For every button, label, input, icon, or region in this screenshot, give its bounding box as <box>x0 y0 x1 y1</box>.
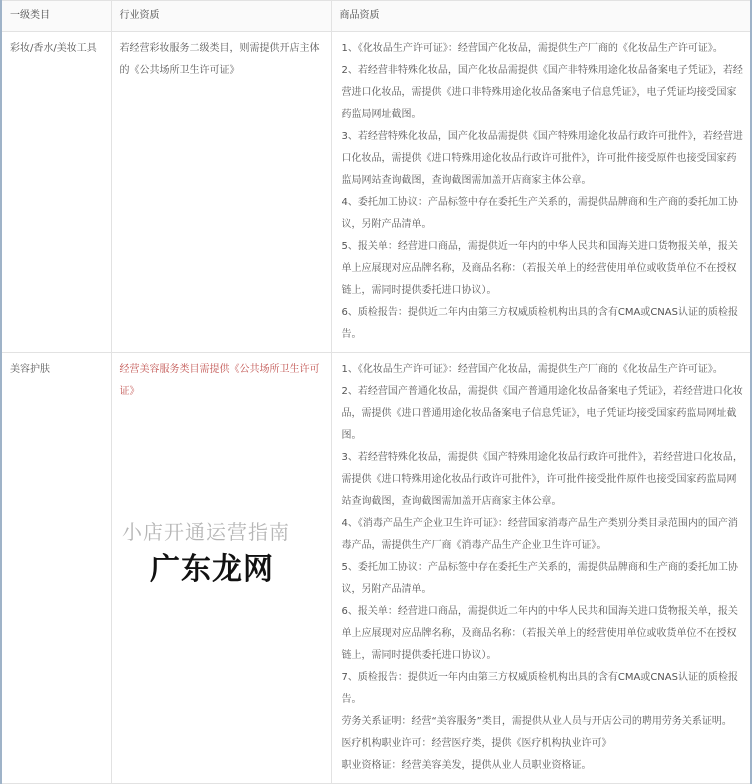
product-cell <box>331 32 751 353</box>
table-header-row <box>1 1 751 32</box>
qualification-item: 2、若经营非特殊化妆品，国产化妆品需提供《国产非特殊用途化妆品备案电子凭证》，若经营进口化妆品，需提供《进口非特殊用途化妆品备案电子信息凭证》，电子凭证均接受国家药监局网址截图。 <box>341 65 743 120</box>
industry-cell: 若经营彩妆服务二级类目，则需提供开店主体的《公共场所卫生许可证》 <box>111 32 331 353</box>
industry-cell: 经营美容服务类目需提供《公共场所卫生许可证》 <box>111 353 331 784</box>
product-cell <box>331 353 751 784</box>
watermark-text: 小店开通运营指南 <box>122 520 290 544</box>
watermark-logo: 广东龙网 <box>150 552 274 587</box>
qualification-item: 3、若经营特殊化妆品，需提供《国产特殊用途化妆品行政许可批件》，若经营进口化妆品，需提供《进口特殊用途化妆品行政许可批件》，许可批件接受批件原件也接受国家药监局网站查询截图，查询截图需加盖开店商家主体公章。 <box>341 452 743 507</box>
qualification-item: 5、报关单：经营进口商品，需提供近一年内的中华人民共和国海关进口货物报关单，报关单上应展现对应品牌名称，及商品名称：（若报关单上的经营使用单位或收货单位不在授权链上，需同时提供委托进口协议）。 <box>341 241 738 296</box>
qualification-item: 医疗机构职业许可：经营医疗类，提供《医疗机构执业许可》 <box>341 738 612 749</box>
category-cell: 彩妆/香水/美妆工具 <box>1 32 111 353</box>
qualification-item: 4、《消毒产品生产企业卫生许可证》：经营国家消毒产品生产类别分类目录范围内的国产消毒产品，需提供生产厂商《消毒产品生产企业卫生许可证》。 <box>341 518 738 551</box>
qualification-item: 4、委托加工协议：产品标签中存在委托生产关系的，需提供品牌商和生产商的委托加工协议，另附产品清单。 <box>341 197 738 230</box>
qualification-item: 劳务关系证明：经营“美容服务”类目，需提供从业人员与开店公司的聘用劳务关系证明。 <box>341 716 732 727</box>
qualification-item: 3、若经营特殊化妆品，国产化妆品需提供《国产特殊用途化妆品行政许可批件》，若经营进口化妆品，需提供《进口特殊用途化妆品行政许可批件》，许可批件接受原件也接受国家药监局网站查询截图，查询截图需加盖开店商家主体公章。 <box>341 131 743 186</box>
category-cell: 美容护肤 <box>1 353 111 784</box>
table-row <box>1 32 751 353</box>
qualification-item: 职业资格证：经营美容美发，提供从业人员职业资格证。 <box>341 760 592 771</box>
header-product-qualification: 商品资质 <box>331 1 751 32</box>
qualification-item: 5、委托加工协议：产品标签中存在委托生产关系的，需提供品牌商和生产商的委托加工协议，另附产品清单。 <box>341 562 738 595</box>
header-industry-qualification: 行业资质 <box>111 1 331 32</box>
qualification-item: 6、报关单：经营进口商品，需提供近二年内的中华人民共和国海关进口货物报关单，报关单上应展现对应品牌名称，及商品名称：（若报关单上的经营使用单位或收货单位不在授权链上，需同时提供委托进口协议）。 <box>341 606 738 661</box>
qualification-item: 6、质检报告：提供近二年内由第三方权威质检机构出具的含有CMA或CNAS认证的质检报告。 <box>341 307 738 340</box>
header-category: 一级类目 <box>1 1 111 32</box>
qualification-item: 7、质检报告：提供近一年内由第三方权威质检机构出具的含有CMA或CNAS认证的质检报告。 <box>341 672 738 705</box>
qualification-item: 1、《化妆品生产许可证》：经营国产化妆品，需提供生产厂商的《化妆品生产许可证》。 <box>341 364 723 375</box>
table-row <box>1 353 751 784</box>
qualification-item: 1、《化妆品生产许可证》：经营国产化妆品，需提供生产厂商的《化妆品生产许可证》。 <box>341 43 723 54</box>
qualification-item: 2、若经营国产普通化妆品，需提供《国产普通用途化妆品备案电子凭证》，若经营进口化妆品，需提供《进口普通用途化妆品备案电子信息凭证》，电子凭证均接受国家药监局网址截图。 <box>341 386 743 441</box>
